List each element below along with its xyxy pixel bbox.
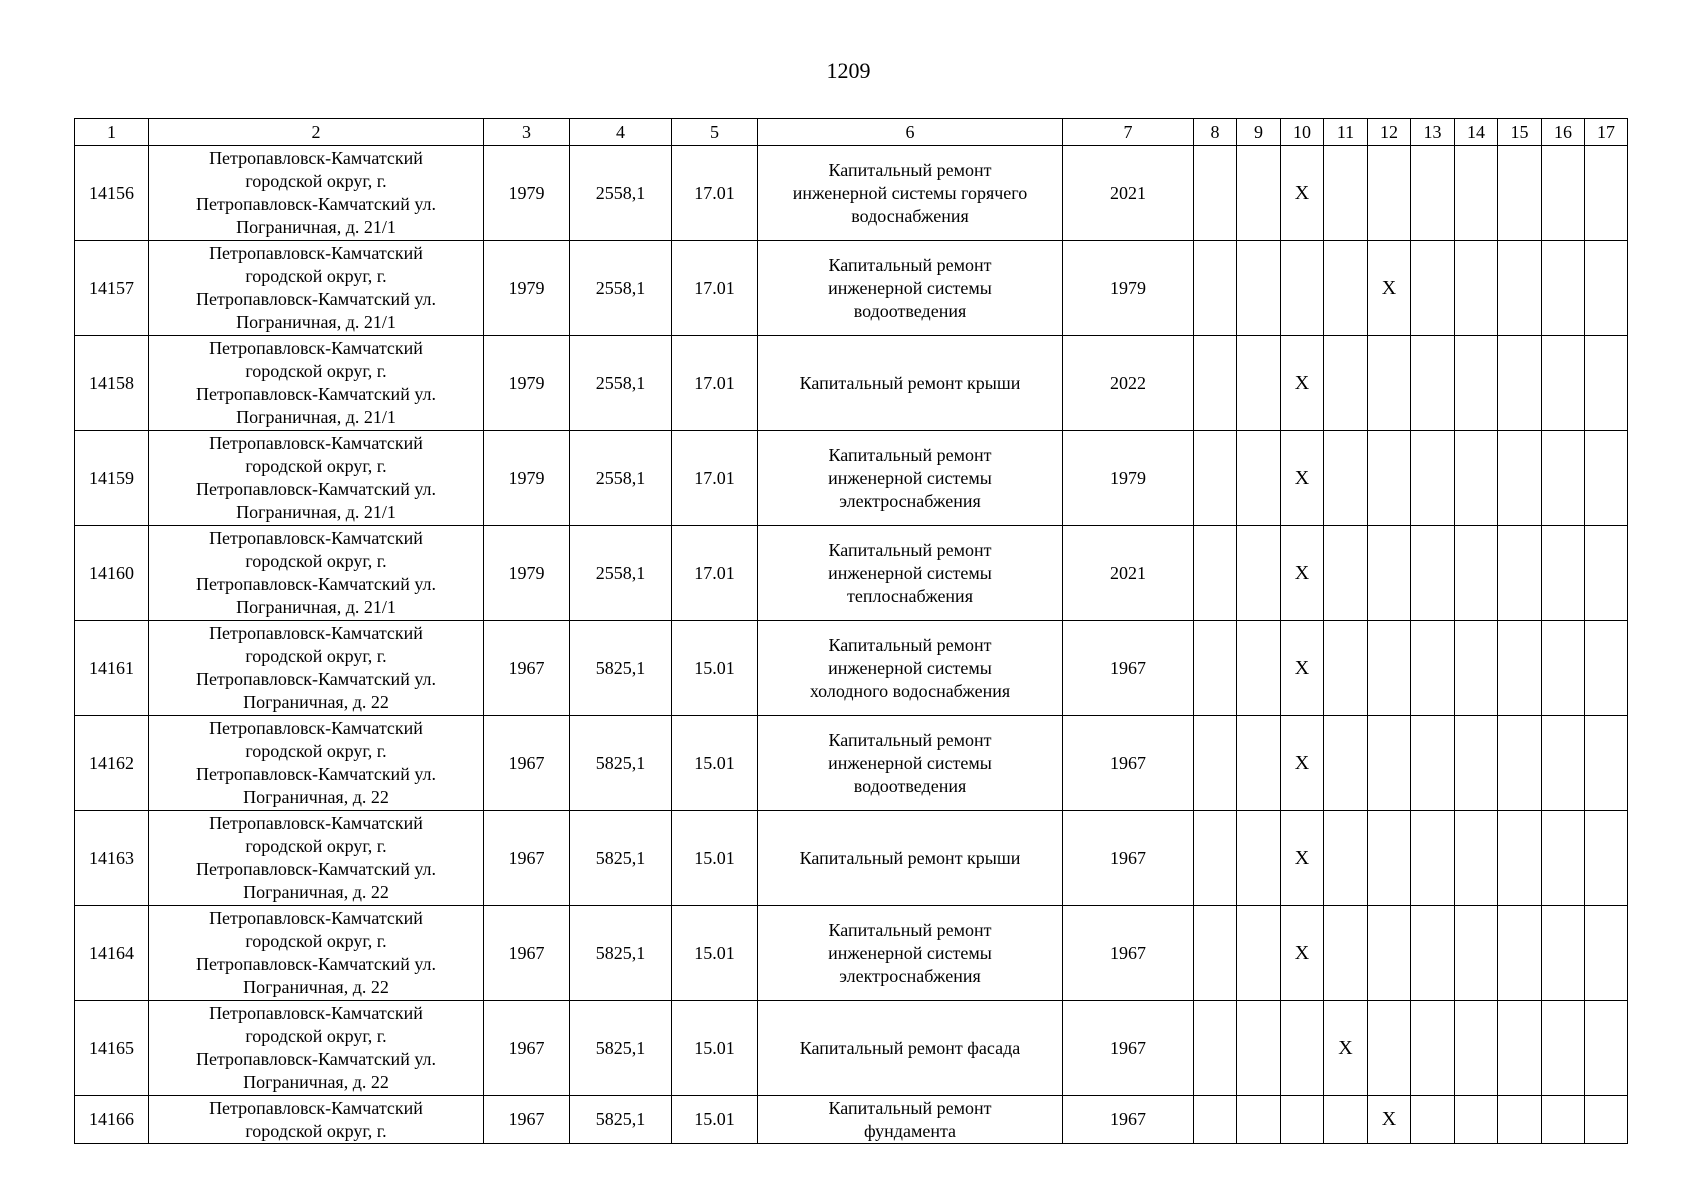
year-built-cell: 1967 [484, 906, 570, 1001]
work-type-line: электроснабжения [839, 965, 981, 986]
work-type-line: инженерной системы [828, 752, 992, 773]
address-line: Пограничная, д. 21/1 [236, 312, 396, 332]
address-line: Петропавловск-Камчатский [209, 243, 423, 263]
mark-cell-col-16 [1542, 906, 1585, 1001]
mark-cell-col-8 [1194, 146, 1237, 241]
mark-cell-col-12 [1368, 1001, 1411, 1096]
area-cell: 5825,1 [570, 1096, 672, 1144]
code-cell: 15.01 [672, 906, 758, 1001]
code-cell: 17.01 [672, 336, 758, 431]
row-id-cell: 14166 [75, 1096, 149, 1144]
year-built-cell: 1979 [484, 146, 570, 241]
address-line: Петропавловск-Камчатский [209, 148, 423, 168]
mark-cell-col-17 [1585, 146, 1628, 241]
address-line: Петропавловск-Камчатский ул. [195, 289, 437, 309]
mark-cell-col-15 [1498, 146, 1542, 241]
year-cell: 1979 [1063, 431, 1194, 526]
address-line: городской округ, г. [245, 1026, 387, 1046]
mark-cell-col-10 [1281, 1001, 1324, 1096]
address-line: городской округ, г. [245, 266, 387, 286]
address-cell [149, 526, 484, 621]
work-type-line: инженерной системы [828, 467, 992, 488]
area-cell: 2558,1 [570, 241, 672, 336]
mark-cell-col-9 [1237, 336, 1281, 431]
mark-cell-col-13 [1411, 336, 1455, 431]
mark-cell-col-14 [1455, 621, 1498, 716]
year-cell: 1967 [1063, 716, 1194, 811]
mark-cell-col-9 [1237, 431, 1281, 526]
table-row [75, 906, 1628, 1001]
address-line: Петропавловск-Камчатский [209, 338, 423, 358]
mark-cell-col-11 [1324, 526, 1368, 621]
work-type-line: Капитальный ремонт [828, 159, 992, 180]
year-cell: 1967 [1063, 1001, 1194, 1096]
row-id-cell: 14160 [75, 526, 149, 621]
code-cell: 15.01 [672, 621, 758, 716]
year-cell: 1967 [1063, 906, 1194, 1001]
mark-cell-col-13 [1411, 1096, 1455, 1144]
work-type-cell [758, 431, 1063, 526]
mark-cell-col-11 [1324, 716, 1368, 811]
row-id-cell: 14164 [75, 906, 149, 1001]
mark-cell-col-16 [1542, 811, 1585, 906]
mark-cell-col-13 [1411, 906, 1455, 1001]
mark-cell-col-16 [1542, 431, 1585, 526]
address-line: городской округ, г. [245, 931, 387, 951]
mark-cell-col-9 [1237, 1096, 1281, 1144]
work-type-cell [758, 241, 1063, 336]
mark-cell-col-9 [1237, 241, 1281, 336]
address-cell [149, 621, 484, 716]
mark-cell-col-9 [1237, 621, 1281, 716]
work-type-cell [758, 621, 1063, 716]
mark-cell-col-12 [1368, 906, 1411, 1001]
mark-cell-col-17 [1585, 1096, 1628, 1144]
mark-cell-col-9 [1237, 716, 1281, 811]
mark-cell-col-10: X [1281, 811, 1324, 906]
mark-cell-col-17 [1585, 811, 1628, 906]
year-cell: 1967 [1063, 1096, 1194, 1144]
address-line: Петропавловск-Камчатский [209, 623, 423, 643]
mark-cell-col-9 [1237, 1001, 1281, 1096]
work-type-line: Капитальный ремонт [828, 919, 992, 940]
mark-cell-col-8 [1194, 716, 1237, 811]
column-header-15: 15 [1498, 119, 1542, 146]
work-type-cell [758, 526, 1063, 621]
address-cell [149, 431, 484, 526]
column-header-2: 2 [149, 119, 484, 146]
mark-cell-col-15 [1498, 526, 1542, 621]
mark-cell-col-12 [1368, 526, 1411, 621]
mark-cell-col-17 [1585, 431, 1628, 526]
mark-cell-col-9 [1237, 526, 1281, 621]
year-cell: 2022 [1063, 336, 1194, 431]
mark-cell-col-15 [1498, 431, 1542, 526]
address-line: Петропавловск-Камчатский ул. [195, 479, 437, 499]
page-number: 1209 [826, 58, 871, 83]
mark-cell-col-15 [1498, 621, 1542, 716]
address-line: городской округ, г. [245, 741, 387, 761]
mark-cell-col-9 [1237, 146, 1281, 241]
year-cell: 1979 [1063, 241, 1194, 336]
table-row [75, 146, 1628, 241]
work-type-cell [758, 1096, 1063, 1144]
mark-cell-col-11 [1324, 621, 1368, 716]
work-type-cell [758, 146, 1063, 241]
year-built-cell: 1979 [484, 241, 570, 336]
mark-cell-col-11 [1324, 1096, 1368, 1144]
row-id-cell: 14161 [75, 621, 149, 716]
mark-cell-col-10: X [1281, 431, 1324, 526]
year-cell: 1967 [1063, 621, 1194, 716]
address-line: Петропавловск-Камчатский ул. [195, 574, 437, 594]
work-type-line: Капитальный ремонт крыши [799, 372, 1021, 393]
work-type-line: водоотведения [853, 775, 967, 796]
area-cell: 5825,1 [570, 1001, 672, 1096]
work-type-line: инженерной системы [828, 277, 992, 298]
column-header-5: 5 [672, 119, 758, 146]
mark-cell-col-12 [1368, 431, 1411, 526]
mark-cell-col-14 [1455, 811, 1498, 906]
mark-cell-col-16 [1542, 716, 1585, 811]
year-built-cell: 1979 [484, 526, 570, 621]
code-cell: 15.01 [672, 811, 758, 906]
work-type-line: Капитальный ремонт [828, 634, 992, 655]
work-type-line: Капитальный ремонт [828, 729, 992, 750]
address-cell [149, 1001, 484, 1096]
work-type-line: Капитальный ремонт [828, 444, 992, 465]
year-cell: 2021 [1063, 146, 1194, 241]
work-type-line: Капитальный ремонт крыши [799, 847, 1021, 868]
address-line: Пограничная, д. 21/1 [236, 407, 396, 427]
column-header-4: 4 [570, 119, 672, 146]
column-header-8: 8 [1194, 119, 1237, 146]
mark-cell-col-9 [1237, 906, 1281, 1001]
address-line: Пограничная, д. 22 [243, 977, 389, 997]
mark-cell-col-10: X [1281, 621, 1324, 716]
address-line: Петропавловск-Камчатский ул. [195, 669, 437, 689]
mark-cell-col-8 [1194, 336, 1237, 431]
mark-cell-col-11 [1324, 811, 1368, 906]
address-line: Пограничная, д. 22 [243, 787, 389, 807]
mark-cell-col-14 [1455, 526, 1498, 621]
address-line: Пограничная, д. 22 [243, 882, 389, 902]
mark-cell-col-10: X [1281, 906, 1324, 1001]
mark-cell-col-15 [1498, 241, 1542, 336]
work-type-line: Капитальный ремонт [828, 1097, 992, 1118]
mark-cell-col-10: X [1281, 336, 1324, 431]
work-type-line: холодного водоснабжения [809, 680, 1011, 701]
mark-cell-col-9 [1237, 811, 1281, 906]
mark-cell-col-12 [1368, 336, 1411, 431]
mark-cell-col-11 [1324, 241, 1368, 336]
table-row [75, 716, 1628, 811]
year-built-cell: 1967 [484, 811, 570, 906]
mark-cell-col-8 [1194, 906, 1237, 1001]
mark-cell-col-12: X [1368, 241, 1411, 336]
column-header-1: 1 [75, 119, 149, 146]
work-type-line: Капитальный ремонт фасада [799, 1037, 1021, 1058]
mark-cell-col-10 [1281, 241, 1324, 336]
code-cell: 15.01 [672, 1096, 758, 1144]
address-line: Петропавловск-Камчатский [209, 433, 423, 453]
table-row [75, 811, 1628, 906]
row-id-cell: 14163 [75, 811, 149, 906]
year-built-cell: 1967 [484, 1096, 570, 1144]
mark-cell-col-14 [1455, 336, 1498, 431]
mark-cell-col-12 [1368, 621, 1411, 716]
mark-cell-col-17 [1585, 526, 1628, 621]
mark-cell-col-11 [1324, 431, 1368, 526]
work-type-cell [758, 1001, 1063, 1096]
row-id-cell: 14158 [75, 336, 149, 431]
table-row [75, 336, 1628, 431]
address-line: городской округ, г. [245, 646, 387, 666]
address-line: Петропавловск-Камчатский ул. [195, 859, 437, 879]
area-cell: 5825,1 [570, 811, 672, 906]
mark-cell-col-12: X [1368, 1096, 1411, 1144]
address-cell [149, 1096, 484, 1144]
mark-cell-col-10: X [1281, 146, 1324, 241]
address-line: городской округ, г. [245, 171, 387, 191]
header-row [75, 119, 1628, 146]
mark-cell-col-14 [1455, 241, 1498, 336]
address-line: Петропавловск-Камчатский ул. [195, 384, 437, 404]
mark-cell-col-16 [1542, 621, 1585, 716]
mark-cell-col-13 [1411, 811, 1455, 906]
address-line: Пограничная, д. 21/1 [236, 217, 396, 237]
code-cell: 17.01 [672, 146, 758, 241]
address-cell [149, 146, 484, 241]
mark-cell-col-10: X [1281, 526, 1324, 621]
mark-cell-col-8 [1194, 621, 1237, 716]
area-cell: 2558,1 [570, 336, 672, 431]
mark-cell-col-13 [1411, 621, 1455, 716]
area-cell: 2558,1 [570, 431, 672, 526]
address-line: городской округ, г. [245, 836, 387, 856]
work-type-line: инженерной системы [828, 942, 992, 963]
mark-cell-col-12 [1368, 716, 1411, 811]
table-row [75, 1096, 1628, 1144]
column-header-17: 17 [1585, 119, 1628, 146]
column-header-3: 3 [484, 119, 570, 146]
code-cell: 15.01 [672, 716, 758, 811]
year-built-cell: 1967 [484, 1001, 570, 1096]
table-row [75, 241, 1628, 336]
row-id-cell: 14156 [75, 146, 149, 241]
column-header-9: 9 [1237, 119, 1281, 146]
area-cell: 2558,1 [570, 146, 672, 241]
year-built-cell: 1967 [484, 716, 570, 811]
mark-cell-col-13 [1411, 431, 1455, 526]
mark-cell-col-13 [1411, 1001, 1455, 1096]
address-line: Петропавловск-Камчатский [209, 813, 423, 833]
mark-cell-col-14 [1455, 146, 1498, 241]
mark-cell-col-14 [1455, 431, 1498, 526]
work-type-cell [758, 811, 1063, 906]
mark-cell-col-8 [1194, 811, 1237, 906]
mark-cell-col-11: X [1324, 1001, 1368, 1096]
address-line: Петропавловск-Камчатский ул. [195, 194, 437, 214]
mark-cell-col-13 [1411, 146, 1455, 241]
address-line: Петропавловск-Камчатский ул. [195, 764, 437, 784]
mark-cell-col-8 [1194, 241, 1237, 336]
address-cell [149, 906, 484, 1001]
area-cell: 2558,1 [570, 526, 672, 621]
address-line: Петропавловск-Камчатский [209, 718, 423, 738]
mark-cell-col-8 [1194, 1096, 1237, 1144]
mark-cell-col-16 [1542, 336, 1585, 431]
column-header-16: 16 [1542, 119, 1585, 146]
address-cell [149, 241, 484, 336]
address-line: Петропавловск-Камчатский ул. [195, 954, 437, 974]
work-type-line: Капитальный ремонт [828, 539, 992, 560]
work-type-line: Капитальный ремонт [828, 254, 992, 275]
row-id-cell: 14165 [75, 1001, 149, 1096]
address-line: Пограничная, д. 21/1 [236, 502, 396, 522]
work-type-line: водоотведения [853, 300, 967, 321]
work-type-line: инженерной системы [828, 562, 992, 583]
address-line: городской округ, г. [245, 456, 387, 476]
mark-cell-col-15 [1498, 1096, 1542, 1144]
year-cell: 2021 [1063, 526, 1194, 621]
mark-cell-col-15 [1498, 906, 1542, 1001]
mark-cell-col-10: X [1281, 716, 1324, 811]
address-line: Пограничная, д. 22 [243, 1072, 389, 1092]
work-type-line: электроснабжения [839, 490, 981, 511]
row-id-cell: 14159 [75, 431, 149, 526]
column-header-13: 13 [1411, 119, 1455, 146]
mark-cell-col-16 [1542, 526, 1585, 621]
code-cell: 17.01 [672, 431, 758, 526]
mark-cell-col-16 [1542, 1001, 1585, 1096]
address-cell [149, 716, 484, 811]
mark-cell-col-16 [1542, 241, 1585, 336]
table-body [75, 146, 1628, 1144]
code-cell: 15.01 [672, 1001, 758, 1096]
address-line: Петропавловск-Камчатский [209, 1097, 423, 1118]
year-built-cell: 1979 [484, 336, 570, 431]
mark-cell-col-14 [1455, 1096, 1498, 1144]
table-row [75, 621, 1628, 716]
mark-cell-col-14 [1455, 1001, 1498, 1096]
area-cell: 5825,1 [570, 906, 672, 1001]
mark-cell-col-8 [1194, 1001, 1237, 1096]
code-cell: 17.01 [672, 526, 758, 621]
column-header-14: 14 [1455, 119, 1498, 146]
mark-cell-col-11 [1324, 146, 1368, 241]
table-row [75, 431, 1628, 526]
work-type-cell [758, 336, 1063, 431]
address-line: Петропавловск-Камчатский [209, 528, 423, 548]
work-type-line: теплоснабжения [847, 585, 973, 606]
row-id-cell: 14157 [75, 241, 149, 336]
mark-cell-col-8 [1194, 431, 1237, 526]
column-header-6: 6 [758, 119, 1063, 146]
mark-cell-col-15 [1498, 716, 1542, 811]
column-header-11: 11 [1324, 119, 1368, 146]
work-type-cell [758, 906, 1063, 1001]
table-row [75, 1001, 1628, 1096]
mark-cell-col-17 [1585, 336, 1628, 431]
mark-cell-col-17 [1585, 716, 1628, 811]
address-cell [149, 336, 484, 431]
mark-cell-col-16 [1542, 1096, 1585, 1144]
mark-cell-col-15 [1498, 811, 1542, 906]
address-line: Петропавловск-Камчатский ул. [195, 1049, 437, 1069]
year-built-cell: 1979 [484, 431, 570, 526]
capital-repair-table [74, 118, 1628, 1144]
code-cell: 17.01 [672, 241, 758, 336]
mark-cell-col-11 [1324, 336, 1368, 431]
mark-cell-col-17 [1585, 621, 1628, 716]
mark-cell-col-13 [1411, 716, 1455, 811]
mark-cell-col-13 [1411, 526, 1455, 621]
mark-cell-col-17 [1585, 241, 1628, 336]
mark-cell-col-12 [1368, 146, 1411, 241]
year-built-cell: 1967 [484, 621, 570, 716]
year-cell: 1967 [1063, 811, 1194, 906]
mark-cell-col-13 [1411, 241, 1455, 336]
mark-cell-col-14 [1455, 906, 1498, 1001]
work-type-line: инженерной системы горячего [792, 182, 1028, 203]
column-header-7: 7 [1063, 119, 1194, 146]
address-line: городской округ, г. [245, 1120, 387, 1141]
address-line: Пограничная, д. 21/1 [236, 597, 396, 617]
table-row [75, 526, 1628, 621]
column-header-12: 12 [1368, 119, 1411, 146]
address-line: городской округ, г. [245, 361, 387, 381]
work-type-line: фундамента [863, 1120, 957, 1141]
area-cell: 5825,1 [570, 716, 672, 811]
address-line: Пограничная, д. 22 [243, 692, 389, 712]
work-type-cell [758, 716, 1063, 811]
address-line: Петропавловск-Камчатский [209, 908, 423, 928]
work-type-line: инженерной системы [828, 657, 992, 678]
mark-cell-col-11 [1324, 906, 1368, 1001]
mark-cell-col-12 [1368, 811, 1411, 906]
mark-cell-col-8 [1194, 526, 1237, 621]
area-cell: 5825,1 [570, 621, 672, 716]
mark-cell-col-10 [1281, 1096, 1324, 1144]
mark-cell-col-15 [1498, 1001, 1542, 1096]
work-type-line: водоснабжения [851, 205, 969, 226]
address-line: городской округ, г. [245, 551, 387, 571]
mark-cell-col-16 [1542, 146, 1585, 241]
mark-cell-col-14 [1455, 716, 1498, 811]
row-id-cell: 14162 [75, 716, 149, 811]
address-line: Петропавловск-Камчатский [209, 1003, 423, 1023]
mark-cell-col-17 [1585, 1001, 1628, 1096]
address-cell [149, 811, 484, 906]
mark-cell-col-15 [1498, 336, 1542, 431]
column-header-10: 10 [1281, 119, 1324, 146]
mark-cell-col-17 [1585, 906, 1628, 1001]
